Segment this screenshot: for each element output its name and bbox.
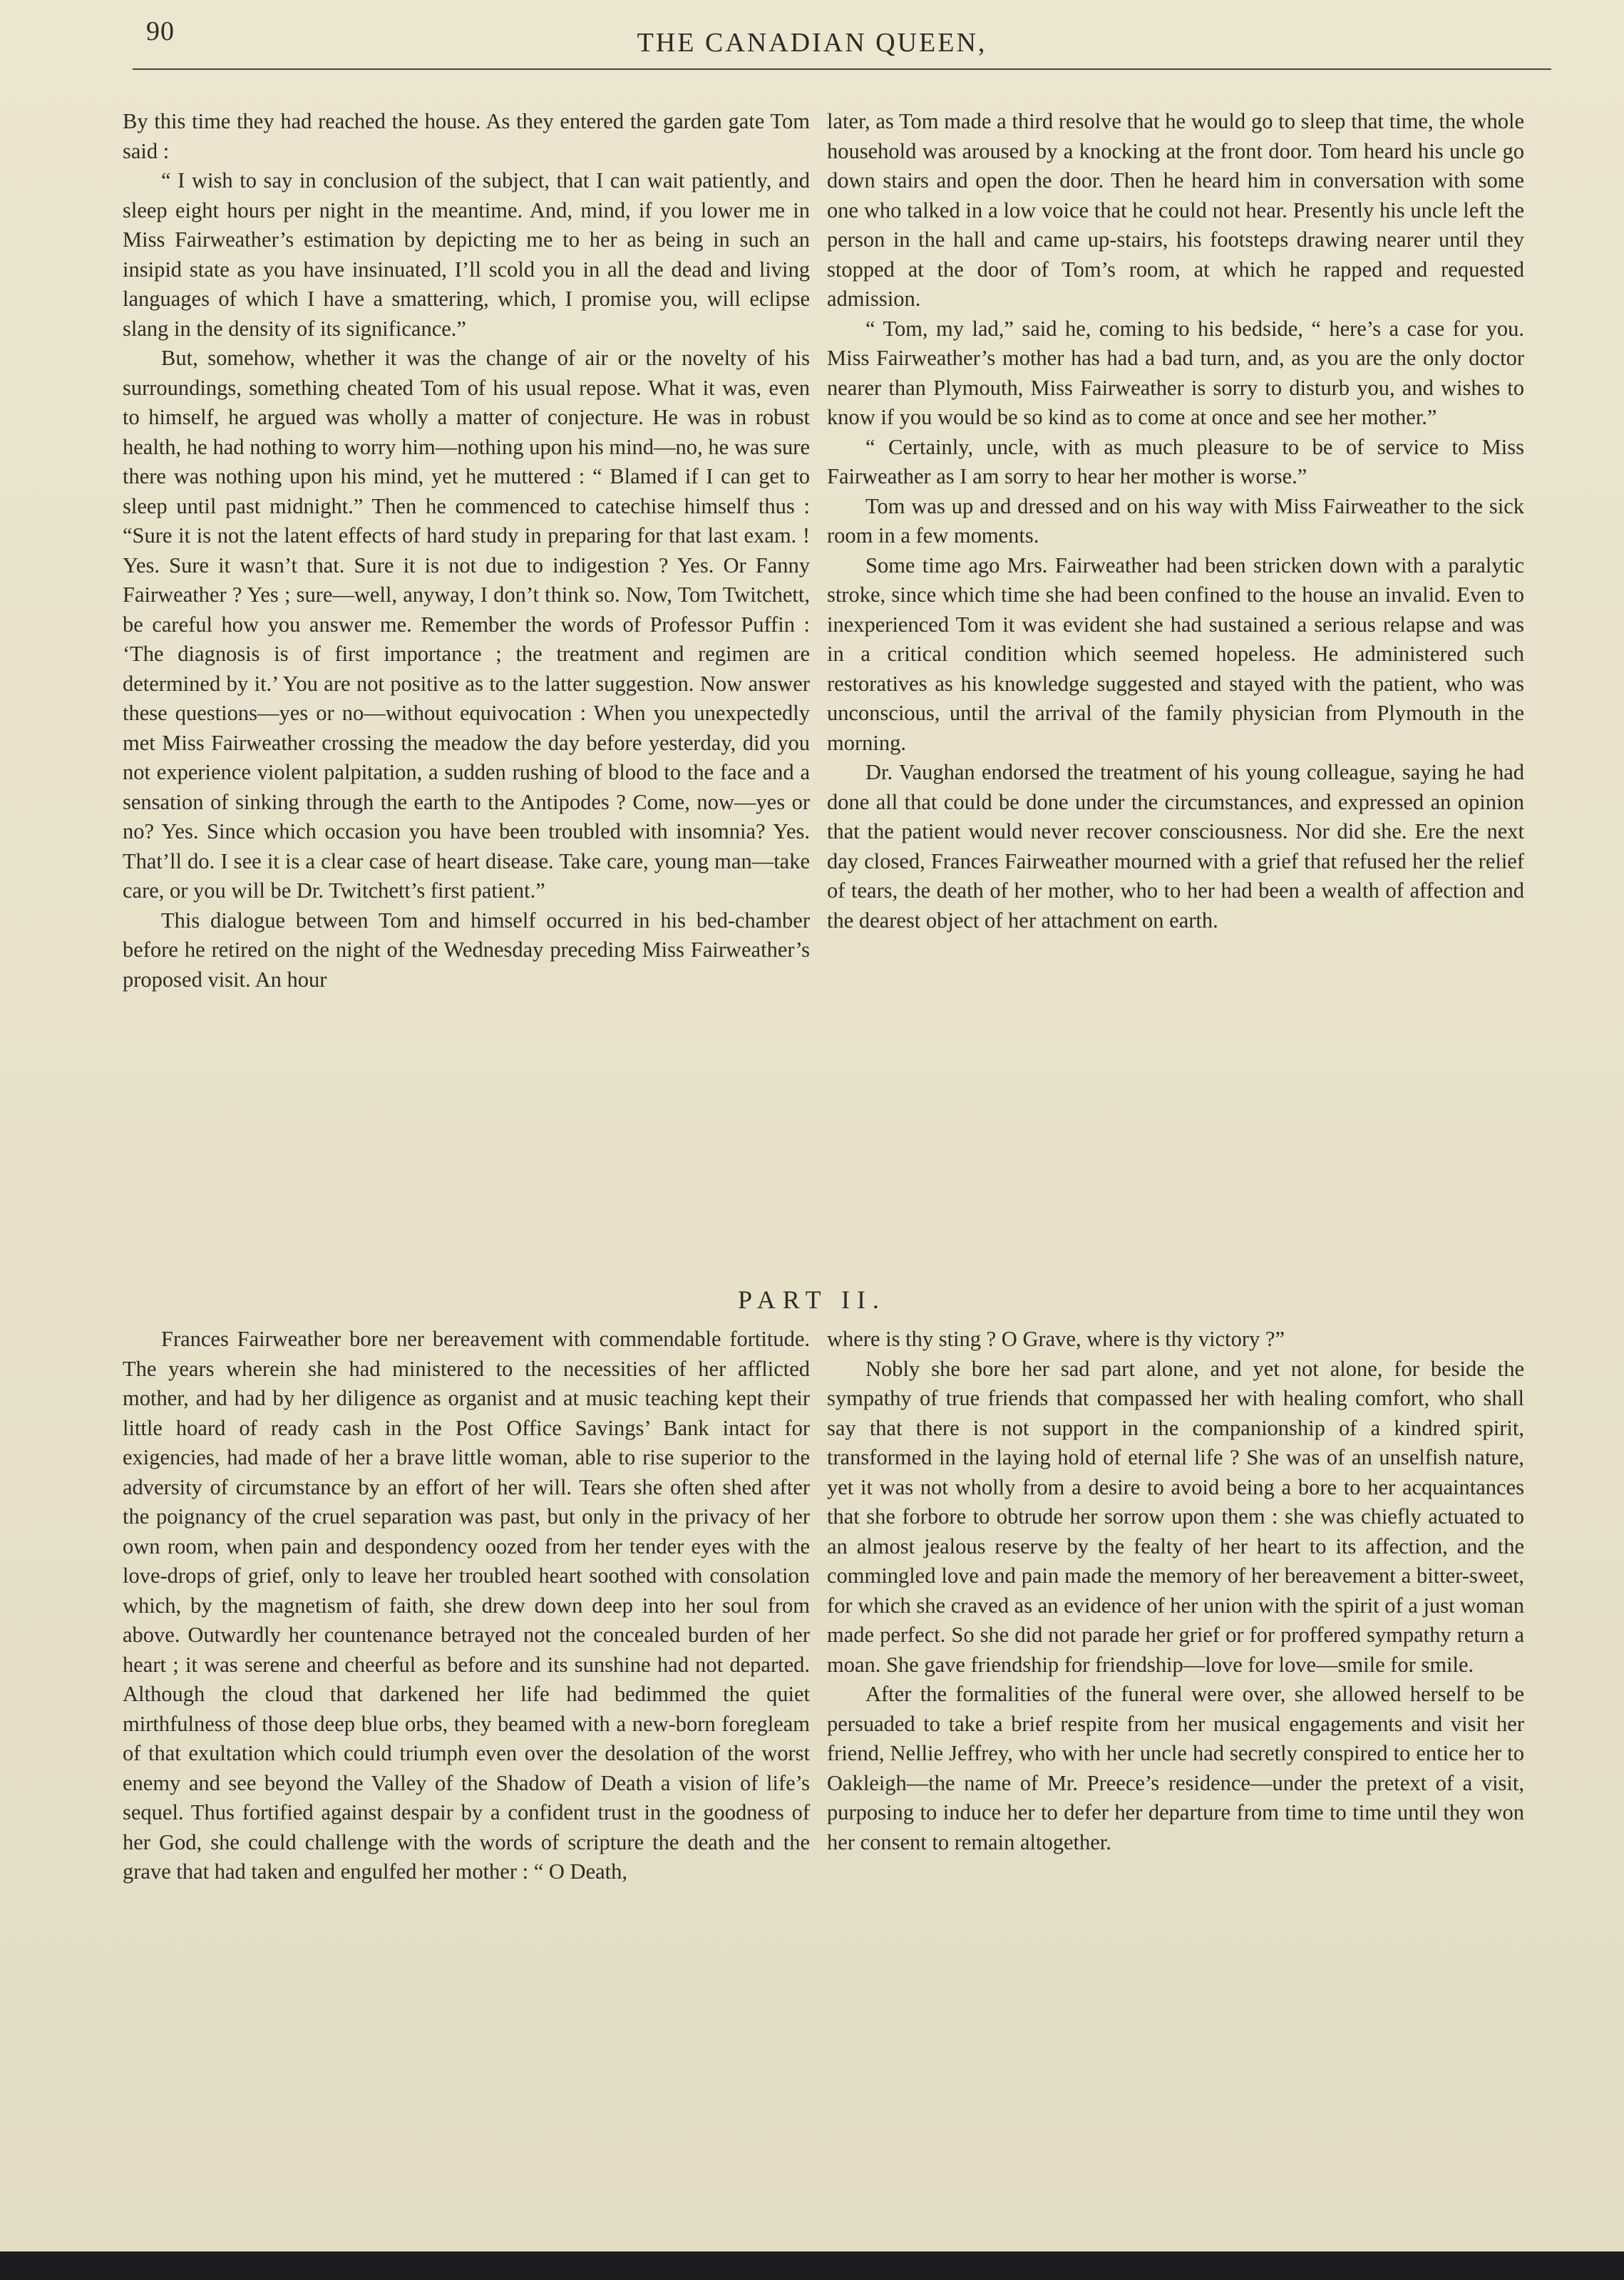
header-rule <box>133 68 1551 70</box>
paragraph: After the formalities of the funeral were over, she allowed herself to be persuaded to take a brief respite from her musical engagements and visit her friend, Nellie Jeffrey, who with her uncle had secretly conspired to entice her to Oakleigh—the name of Mr. Preece’s residence—under the pretext of a visit, purposing to induce her to defer her departure from time to time until they won her consent to remain altogether. <box>827 1682 1524 1854</box>
paragraph: “ Certainly, uncle, with as much pleasure to be of service to Miss Fairweather as I am sorry to hear her mother is worse.” <box>827 434 1524 488</box>
part-heading: PART II. <box>738 1285 886 1314</box>
paragraph: By this time they had reached the house. As they entered the garden gate Tom said : <box>123 109 810 163</box>
paragraph: Some time ago Mrs. Fairweather had been stricken down with a paralytic stroke, since which time she had been confined to the house an invalid. Even to inexperienced Tom it was evident she had sustained a serious relapse and was in a critical condition which seemed hopeless. He administered such restoratives as his knowledge suggested and stayed with the patient, who was unconscious, until the arrival of the family physician from Plymouth in the morning. <box>827 553 1524 755</box>
paragraph: Frances Fairweather bore ner bereavement with commendable fortitude. The years wherein she had ministered to the necessities of her afflicted mother, and had by her diligence as organist and at music teaching kept their little hoard of ready cash in the Post Office Savings’ Bank intact for exigencies, had made of her a brave little woman, able to rise superior to the adversity of circumstance by an effort of her will. Tears she often shed after the poignancy of the cruel separation was past, but only in the privacy of her own room, when pain and despondency oozed from her tender eyes with the love-drops of grief, only to leave her troubled heart soothed with consolation which, by the magnetism of faith, she drew down deep into her soul from above. Outwardly her countenance betrayed not the concealed burden of her heart ; it was serene and cheerful as before and its sunshine had not departed. Although the cloud that darkened her life had bedimmed the quiet mirthfulness of those deep blue orbs, they beamed with a new-born foregleam of that exultation which could triumph even over the desolation of the worst enemy and see beyond the Valley of the Shadow of Death a vision of life’s sequel. Thus fortified against despair by a confident trust in the goodness of her God, she could challenge with the words of scripture the death and the grave that had taken and engulfed her mother : “ O Death, <box>123 1327 810 1884</box>
paragraph: But, somehow, whether it was the change of air or the novelty of his surroundings, something cheated Tom of his usual repose. What it was, even to himself, he argued was wholly a matter of conjecture. He was in robust health, he had nothing to worry him—nothing upon his mind—no, he was sure there was nothing upon his mind, yet he muttered : “ Blamed if I can get to sleep until past midnight.” Then he commenced to catechise himself thus : “Sure it is not the latent effects of hard study in preparing for that last exam. ! Yes. Sure it wasn’t that. Sure it is not due to indigestion ? Yes. Or Fanny Fairweather ? Yes ; sure—well, anyway, I don’t think so. Now, Tom Twitchett, be careful how you answer me. Remember the words of Professor Puffin : ‘The diagnosis is of first importance ; the treatment and regimen are determined by it.’ You are not positive as to the latter suggestion. Now answer these questions—yes or no—without equivocation : When you unexpectedly met Miss Fairweather crossing the meadow the day before yesterday, did you not experience violent palpitation, a sudden rushing of blood to the face and a sensation of sinking through the earth to the Antipodes ? Come, now—yes or no? Yes. Since which occasion you have been troubled with insomnia? Yes. That’ll do. I see it is a clear case of heart disease. Take care, young man—take care, or you will be Dr. Twitchett’s first patient.” <box>123 346 810 903</box>
paragraph: “ Tom, my lad,” said he, coming to his bedside, “ here’s a case for you. Miss Fairweather’s mother has had a bad turn, and, as you are the only doctor nearer than Plymouth, Miss Fairweather is sorry to disturb you, and wishes to know if you would be so kind as to come at once and see her mother.” <box>827 316 1524 429</box>
paragraph: where is thy sting ? O Grave, where is thy victory ?” <box>827 1327 1285 1351</box>
running-title: THE CANADIAN QUEEN, <box>637 28 987 58</box>
page-number: 90 <box>146 16 175 46</box>
paragraph: later, as Tom made a third resolve that he would go to sleep that time, the whole household was aroused by a knocking at the front door. Tom heard his uncle go down stairs and open the door. Then he heard him in conversation with some one who talked in a low voice that he could not hear. Presently his uncle left the person in the hall and came up-stairs, his footsteps drawing nearer until they stopped at the door of Tom’s room, at which he rapped and requested admission. <box>827 109 1524 311</box>
paragraph: “ I wish to say in conclusion of the subject, that I can wait patiently, and sleep eight hours per night in the meantime. And, mind, if you lower me in Miss Fairweather’s estimation by depicting me to her as being in such an insipid state as you have insinuated, I’ll scold you in all the dead and living languages of which I have a smattering, which, I promise you, will eclipse slang in the density of its significance.” <box>123 168 810 341</box>
paragraph: This dialogue between Tom and himself occurred in his bed-chamber before he retired on the night of the Wednesday preceding Miss Fairweather’s proposed visit. An hour <box>123 908 810 992</box>
paragraph: Dr. Vaughan endorsed the treatment of his young colleague, saying he had done all that could be done under the circumstances, and expressed an opinion that the patient would never recover consciousness. Nor did she. Ere the next day closed, Frances Fairweather mourned with a grief that refused her the relief of tears, the death of her mother, who to her had been a wealth of affection and the dearest object of her attachment on earth. <box>827 760 1524 933</box>
paragraph: Tom was up and dressed and on his way with Miss Fairweather to the sick room in a few moments. <box>827 493 1524 548</box>
paragraph: Nobly she bore her sad part alone, and yet not alone, for beside the sympathy of true friends that compassed her with healing comfort, who shall say that there is not support in the companionship of a kindred spirit, transformed in the laying hold of eternal life ? She was of an unselfish nature, yet it was not wholly from a desire to avoid being a bore to her acquaintances that she forbore to obtrude her sorrow upon them : she was chiefly actuated to an almost jealous reserve by the fealty of her heart to its affection, and the commingled love and pain made the memory of her bereavement a bitter-sweet, for which she craved as an evidence of her union with the spirit of a just woman made perfect. So she did not parade her grief or for proffered sympathy return a moan. She gave friendship for friendship—love for love—smile for smile. <box>827 1356 1524 1677</box>
scan-bottom-edge <box>0 2251 1624 2280</box>
bottom-right-column <box>827 1325 1524 1857</box>
top-left-column <box>123 107 810 995</box>
top-right-column <box>827 107 1524 935</box>
bottom-left-column <box>123 1325 810 1887</box>
